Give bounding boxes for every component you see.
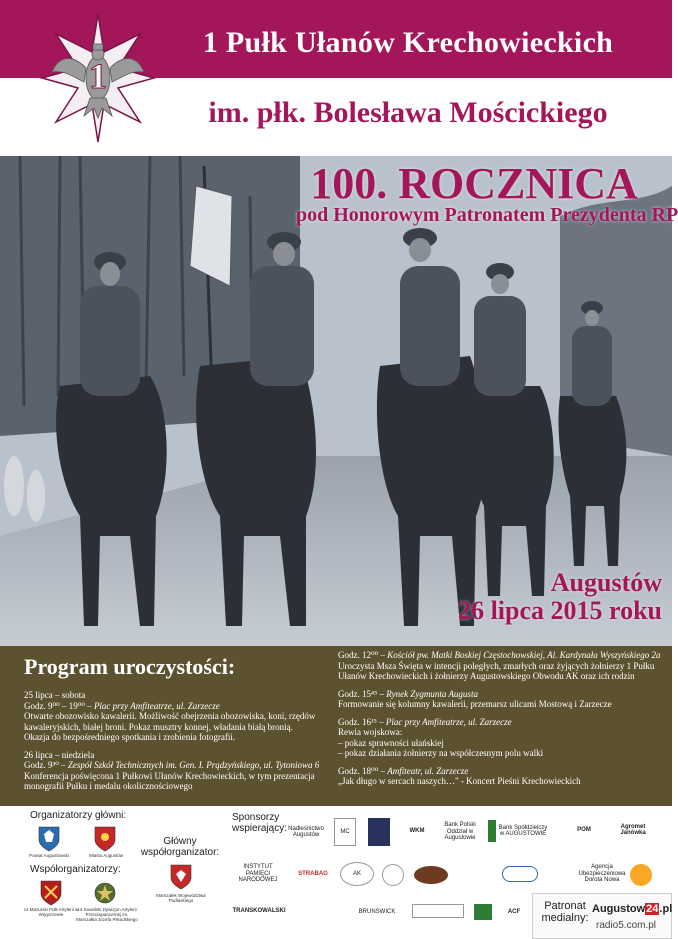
event-description: Formowanie się kolumny kawalerii, przemarsz ulicami Mostową i Zarzecze xyxy=(338,699,612,709)
media-patron-augustow24[interactable]: Augustow24.pl xyxy=(592,903,673,915)
sponsor-logo xyxy=(306,902,342,922)
patronage-subheading: pod Honorowym Patronatem Prezydenta RP xyxy=(296,204,678,226)
organizers-label: Organizatorzy główni: xyxy=(30,810,127,821)
event-time: Godz. 9⁰⁰ – 19⁰⁰ – xyxy=(24,700,94,711)
sponsor-logo: WKM xyxy=(409,827,425,834)
program-column-left xyxy=(24,690,330,799)
event-date: 26 lipca 2015 roku xyxy=(458,596,662,625)
sponsor-logo: Agencja Ubezpieczeniowa Dorota Nowa xyxy=(578,864,626,884)
event-description: – pokaz sprawności ułańskiej xyxy=(338,737,444,748)
program-item xyxy=(338,650,664,682)
sponsor-logo: Bank Polski Oddział w Augustowie xyxy=(444,822,476,842)
event-description: Ułanów Krechowieckich i żołnierzy Augustowskiego Obwodu AK oraz ich rodzin xyxy=(338,671,635,681)
sponsor-logo xyxy=(502,866,538,882)
sponsor-logo xyxy=(368,818,390,846)
media-patron-radio5[interactable]: radio5.com.pl xyxy=(596,920,657,931)
program-title: Program uroczystości: xyxy=(24,654,236,679)
event-location: Zespół Szkół Technicznych im. Gen. I. Prądzyńskiego, ul. Tytoniowa 6 xyxy=(67,760,320,770)
event-location: Kościół pw. Matki Boskiej Częstochowskiej, Al. Kardynała Wyszyńskiego 2a xyxy=(387,650,661,660)
sponsor-logo xyxy=(546,864,574,884)
event-time: Godz. 16¹⁵ – xyxy=(338,716,386,727)
svg-text:1: 1 xyxy=(89,56,107,96)
event-description: Konferencja poświęcona 1 Pułkowi Ułanów Krechowieckich, w tym prezentacja xyxy=(24,770,315,781)
event-description: kawaleryjskich, białej broni. Pokaz musztry konnej, władania białą bronią. xyxy=(24,721,293,732)
media-patronage-label: Patronat medialny: xyxy=(541,900,589,924)
sponsor-logo xyxy=(630,864,652,886)
program-item xyxy=(338,766,664,787)
sponsor-logo: TRANSKOWALSKI xyxy=(232,907,286,914)
anniversary-heading: 100. ROCZNICA xyxy=(310,159,638,208)
title-line-1: 1 Pułk Ułanów Krechowieckich xyxy=(202,26,614,59)
co-organizer-name: 11 Mazurski Pułk Artylerii w Węgorzewie xyxy=(23,907,79,917)
sponsor-logo xyxy=(474,904,492,920)
powiat-crest-icon xyxy=(38,826,60,852)
sponsor-logo: MC xyxy=(334,818,356,846)
event-description: Uroczysta Msza Święta w intencji poległych, zmarłych oraz żyjących żołnierzy 1 Pułku xyxy=(338,660,655,671)
sponsor-logo: STRABAG xyxy=(298,870,328,877)
event-description: Otwarte obozowisko kawalerii. Możliwość obejrzenia obozowiska, koni, rzędów xyxy=(24,711,316,721)
sponsor-logo: POM xyxy=(577,826,591,833)
organizer-name: Powiat Augustowski xyxy=(29,853,69,858)
sponsor-logo: Agromet Janówka xyxy=(620,823,646,836)
town-crest-icon xyxy=(94,826,116,852)
event-description: – pokaz działania żołnierzy na współczesnym polu walki xyxy=(338,748,544,758)
event-location: Plac przy Amfiteatrze, ul. Zarzecze xyxy=(385,716,512,727)
day-heading: 25 lipca – sobota xyxy=(24,690,86,700)
sponsor-logo: INSTYTUT PAMIĘCI NARODOWEJ xyxy=(238,864,278,884)
event-description: „Jak długo w sercach naszych…" - Koncert Pieśni Krechowieckich xyxy=(338,776,581,786)
sponsor-logo xyxy=(412,904,464,918)
event-time: Godz. 12⁰⁰ – xyxy=(338,650,388,660)
event-description: monografii Pułku i medalu okolicznościowego xyxy=(24,781,193,791)
title-line-2: im. płk. Bolesława Mościckiego xyxy=(208,96,608,129)
antitank-squadron-badge-icon xyxy=(94,880,116,906)
sponsor-logo: ACF xyxy=(507,908,521,915)
main-co-organizer-label: Główny współorganizator: xyxy=(140,836,220,858)
regiment-cross-eagle-emblem xyxy=(40,12,156,144)
voivodeship-crest-icon xyxy=(170,864,192,890)
sponsor-logo xyxy=(414,866,448,884)
event-location: Amfiteatr, ul. Zarzecze xyxy=(387,765,469,776)
event-location: Plac przy Amfiteatrze, ul. Zarzecze xyxy=(93,700,220,711)
event-time: Godz. 18⁰⁰ – xyxy=(338,765,388,776)
event-description: Okazja do bezpośredniego spotkania i zrobienia fotografii. xyxy=(24,732,236,742)
event-location: Rynek Zygmunta Augusta xyxy=(386,688,478,699)
artillery-regiment-badge-icon xyxy=(40,880,62,906)
sponsor-logo: AK xyxy=(340,862,374,886)
main-co-organizer-name: Marszałek Województwa Podlaskiego xyxy=(156,893,206,903)
program-section xyxy=(0,646,672,806)
sponsor-logo xyxy=(382,864,404,886)
sponsor-logo xyxy=(458,866,492,882)
event-description: Rewia wojskowa: xyxy=(338,727,403,737)
organizer-name: Miasto Augustów xyxy=(88,853,124,858)
day-heading: 26 lipca – niedziela xyxy=(24,749,95,760)
event-time: Godz. 9³⁰ – xyxy=(24,760,68,770)
co-organizers-label: Współorganizatorzy: xyxy=(30,864,121,875)
cavalry-photo xyxy=(0,156,678,646)
co-organizer-name: 14 Suwalski Dywizjon Artylerii Przeciwpancernej im. Marszałka Józefa Piłsudskiego xyxy=(76,907,138,922)
sponsor-logo: Bank Spółdzielczy w AUGUSTOWIE xyxy=(488,820,550,842)
event-place: Augustów xyxy=(550,568,662,597)
program-day-1 xyxy=(24,690,330,743)
sponsor-logo: Nadleśnictwo Augustów xyxy=(288,825,324,838)
event-time: Godz. 15⁴⁵ – xyxy=(338,688,387,699)
program-item xyxy=(338,689,664,710)
sponsor-logo: BRUNSWICK xyxy=(358,908,396,915)
program-item xyxy=(338,717,664,759)
supporting-sponsors-label: Sponsorzy wspierający: xyxy=(232,812,288,834)
program-column-right xyxy=(338,650,664,794)
program-day-2 xyxy=(24,750,330,792)
